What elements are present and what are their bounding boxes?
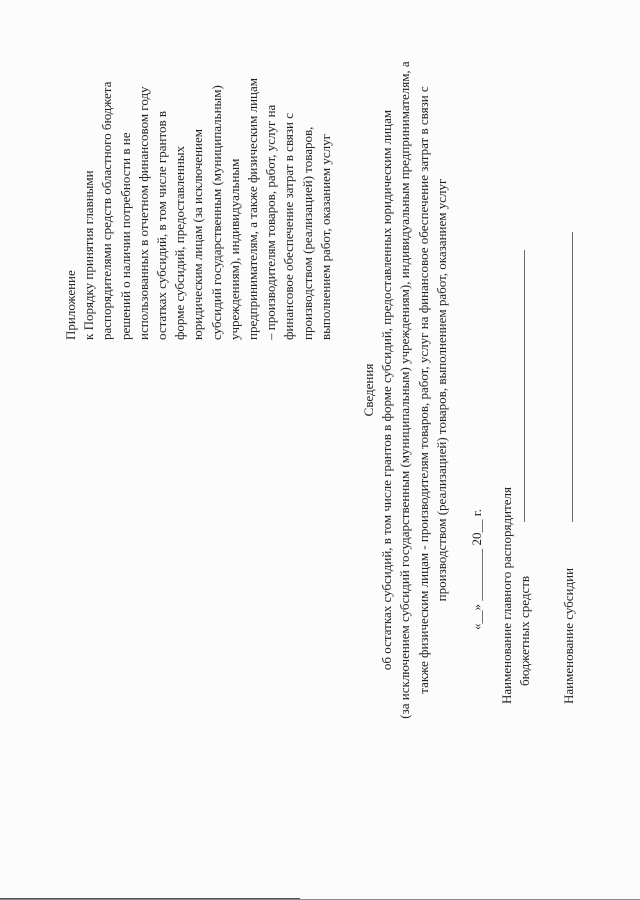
date-line: «__» ________ 20__ г. <box>469 509 484 630</box>
appendix-line: выполнением работ, оказанием услуг <box>317 134 333 340</box>
org-name-field-line <box>524 250 525 522</box>
appendix-line: использованных в отчетном финансовом году <box>135 86 151 340</box>
appendix-line: решений о наличии потребности в не <box>117 132 133 340</box>
org-label <box>498 487 534 704</box>
title-heading: Сведения <box>361 363 376 417</box>
org-label-line-2: бюджетных средств <box>517 575 532 686</box>
title-line: (за исключением субсидий государственным (муниципальным) учреждениям), индивидуальным предпринимателям, а <box>397 61 413 719</box>
appendix-line: к Порядку принятия главными <box>81 170 97 340</box>
title-line: также физическим лицам - производителям товаров, работ, услуг на финансовое обеспечение затрат в связи с <box>415 86 431 694</box>
appendix-line: форме субсидий, предоставленных <box>172 145 188 340</box>
subsidy-label: Наименование субсидии <box>561 567 576 704</box>
appendix-line: распорядителями средств областного бюджета <box>99 81 115 340</box>
appendix-line: субсидий государственным (муниципальным) <box>208 85 224 340</box>
org-label-line-1: Наименование главного распорядителя <box>499 487 514 704</box>
appendix-line: остатках субсидий, в том числе грантов в <box>154 111 170 340</box>
appendix-line: – производителям товаров, работ, услуг на <box>263 104 279 340</box>
appendix-line: финансовое обеспечение затрат в связи с <box>281 112 297 340</box>
appendix-line: Приложение <box>63 270 78 340</box>
document-title <box>360 0 451 780</box>
subsidy-name-field-line <box>572 232 573 522</box>
appendix-line: юридическим лицам (за исключением <box>190 129 206 340</box>
appendix-block <box>62 40 335 340</box>
appendix-line: учреждениям), индивидуальным <box>226 158 242 340</box>
title-line: об остатках субсидий, в том числе грантов в форме субсидий, предоставленных юридическим лицам <box>379 109 395 671</box>
appendix-line: производством (реализацией) товаров, <box>299 126 315 340</box>
title-line: производством (реализацией) товаров, выполнением работ, оказанием услуг <box>433 178 449 602</box>
appendix-line: предпринимателям, а также физическим лицам <box>245 77 261 340</box>
